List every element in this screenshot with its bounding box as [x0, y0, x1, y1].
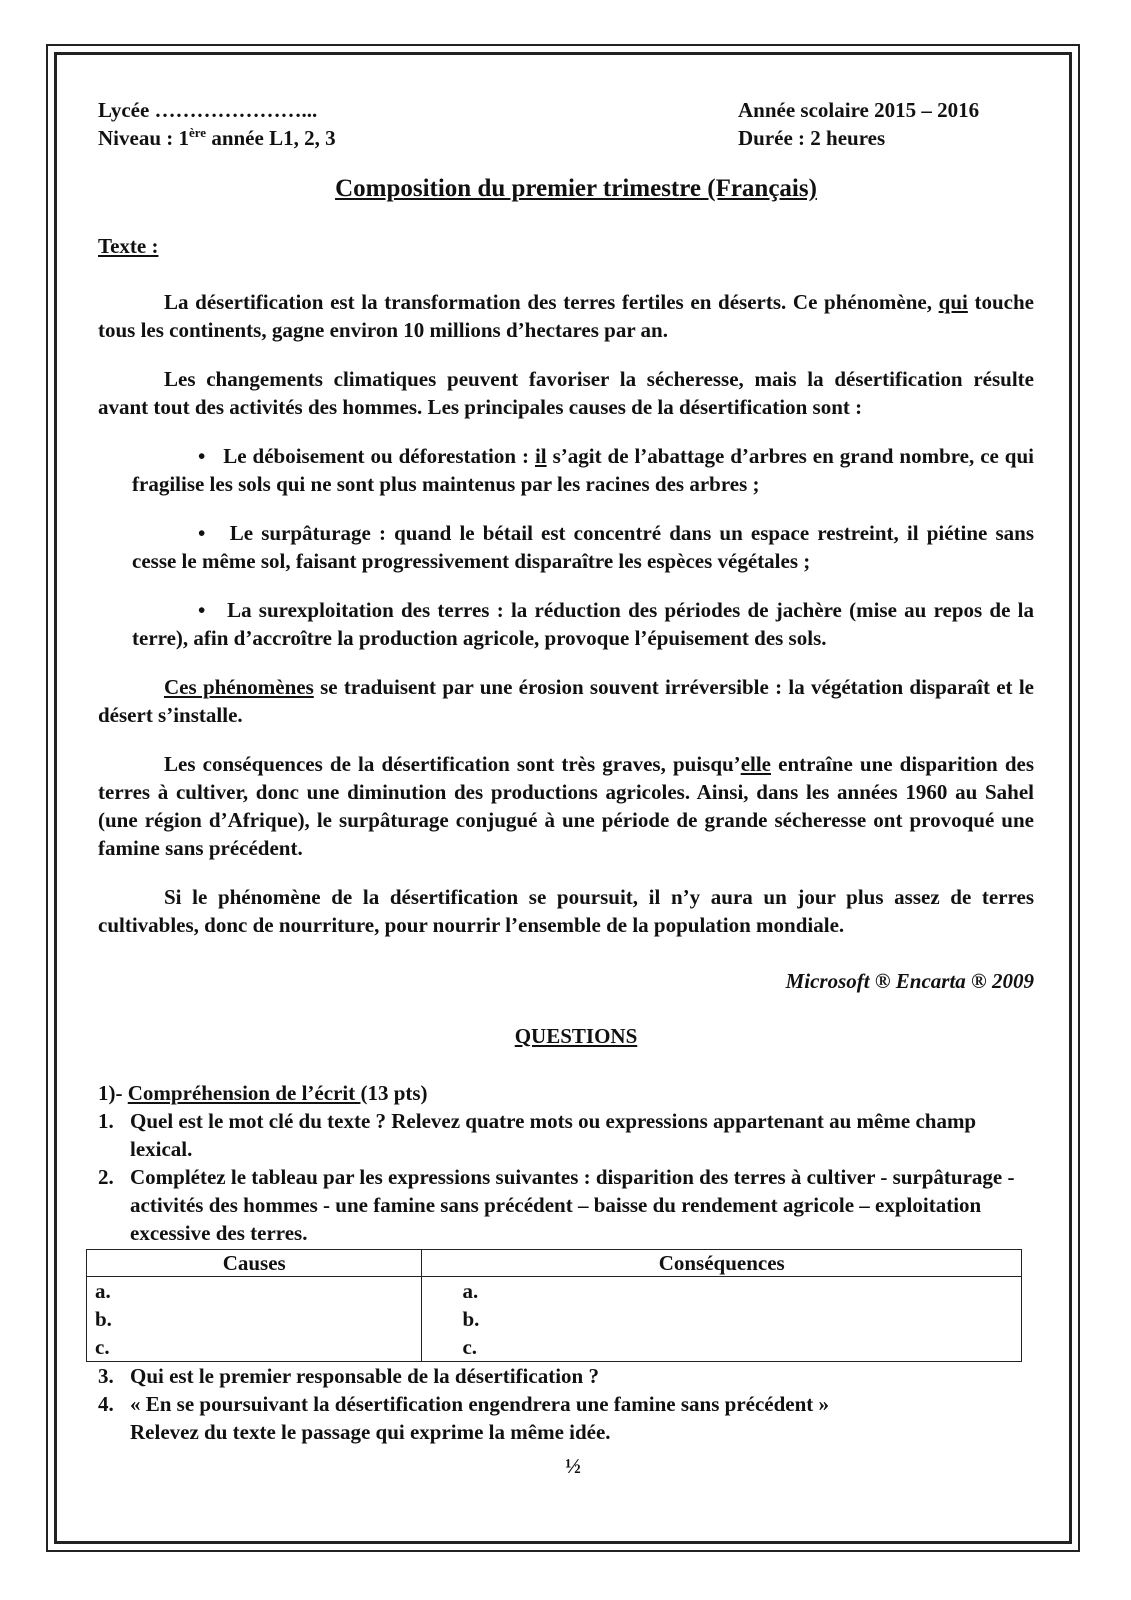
page-number: ½: [565, 1454, 581, 1478]
question-3: 3. Qui est le premier responsable de la désertification ?: [98, 1364, 599, 1388]
text-source: Microsoft ® Encarta ® 2009: [785, 969, 1034, 993]
table-header-row: [87, 1250, 1022, 1277]
text-paragraph-1: La désertification est la transformation des terres fertiles en déserts. Ce phénomène, qui touche tous les continents, gagne environ 10 millions d’hectares par an.: [98, 290, 1034, 342]
page-title: Composition du premier trimestre (Français): [335, 175, 817, 202]
bullet-surexploitation: • La surexploitation des terres : la réduction des périodes de jachère (mise au repos de la terre), afin d’accroître la production agricole, provoque l’épuisement des sols.: [132, 598, 1034, 650]
text-paragraph-2: Les changements climatiques peuvent favoriser la sécheresse, mais la désertification résulte avant tout des activités des hommes. Les principales causes de la désertification sont :: [98, 367, 1034, 419]
bullet-deforestation: • Le déboisement ou déforestation : il s’agit de l’abattage d’arbres en grand nombre, ce qui fragilise les sols qui ne sont plus maintenus par les racines des arbres ;: [132, 444, 1035, 496]
bullet-icon: •: [198, 444, 224, 468]
texte-heading: Texte :: [98, 234, 159, 258]
text-paragraph-5: Si le phénomène de la désertification se poursuit, il n’y aura un jour plus assez de terres cultivables, donc de nourriture, pour nourrir l’ensemble de la population mondiale.: [98, 885, 1034, 937]
question-1: 1. Quel est le mot clé du texte ? Relevez quatre mots ou expressions appartenant au même champ lexical.: [98, 1109, 977, 1161]
text-paragraph-3: Ces phénomènes se traduisent par une érosion souvent irréversible : la végétation disparaît et le désert s’installe.: [98, 675, 1034, 727]
header-row-2: [98, 124, 1034, 152]
text-paragraph-4: Les conséquences de la désertification sont très graves, puisqu’elle entraîne une disparition des terres à cultiver, donc une diminution des productions agricoles. Ainsi, dans les années 1960 au Sahel (une région d’Afrique), le surpâturage conjugué à une période de grande sécheresse ont provoqué une famine sans précédent.: [98, 752, 1035, 860]
consequences-cell[interactable]: a. b. c.: [422, 1277, 1022, 1362]
question-4: 4. « En se poursuivant la désertification engendrera une famine sans précédent » Relevez du texte le passage qui exprime la même idée.: [98, 1392, 830, 1444]
exam-page: [95, 96, 1035, 1480]
questions-heading: QUESTIONS: [514, 1024, 638, 1048]
header-row-1: [98, 96, 1034, 124]
niveau-label: Niveau : 1ère année L1, 2, 3: [98, 125, 336, 150]
table-body-row: [87, 1277, 1022, 1362]
consequences-header: Conséquences: [422, 1250, 1022, 1277]
school-year: Année scolaire 2015 – 2016: [738, 98, 980, 122]
bullet-icon: •: [198, 521, 230, 545]
causes-consequences-table: [86, 1249, 1022, 1362]
duration: Durée : 2 heures: [738, 126, 886, 150]
section-1-heading: 1)- Compréhension de l’écrit (13 pts): [98, 1081, 428, 1105]
lycee-label: Lycée …………………...: [98, 98, 318, 122]
bullet-surpaturage: • Le surpâturage : quand le bétail est concentré dans un espace restreint, il piétine sans cesse le même sol, faisant progressivement disparaître les espèces végétales ;: [132, 521, 1035, 573]
causes-header: Causes: [87, 1250, 422, 1277]
causes-cell[interactable]: a. b. c.: [87, 1277, 422, 1362]
bullet-icon: •: [198, 598, 228, 622]
question-2: 2. Complétez le tableau par les expressions suivantes : disparition des terres à cultiver - surpâturage - activités des hommes - une famine sans précédent – baisse du rendement agricole – exploitation excessive des terres.: [98, 1165, 1015, 1245]
